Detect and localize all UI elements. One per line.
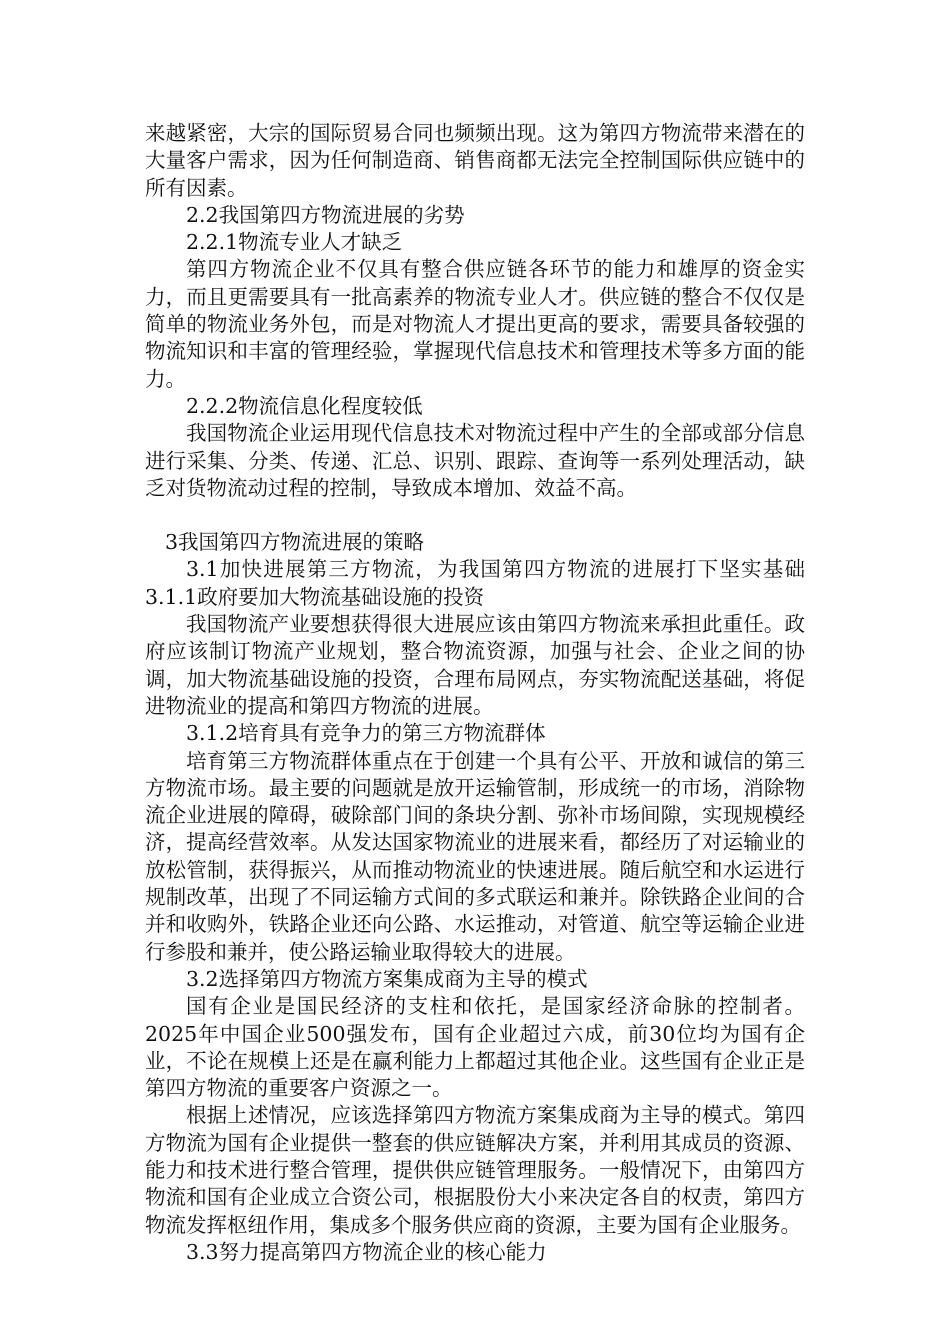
paragraph: 来越紧密，大宗的国际贸易合同也频频出现。这为第四方物流带来潜在的大量客户需求，因为任何制造商、销售商都无法完全控制国际供应链中的所有因素。 bbox=[145, 121, 805, 200]
blank-line bbox=[145, 502, 805, 529]
paragraph: 3.1加快进展第三方物流，为我国第四方物流的进展打下坚实基础3.1.1政府要加大物流基础设施的投资 bbox=[145, 557, 805, 609]
document-page bbox=[145, 120, 805, 1266]
paragraph: 我国物流企业运用现代信息技术对物流过程中产生的全部或部分信息进行采集、分类、传递、汇总、识别、跟踪、查询等一系列处理活动，缺乏对货物流动过程的控制，导致成本增加、效益不高。 bbox=[145, 421, 805, 500]
paragraph: 国有企业是国民经济的支柱和依托，是国家经济命脉的控制者。2025年中国企业500强发布，国有企业超过六成，前30位均为国有企业，不论在规模上还是在赢利能力上都超过其他企业。这些国有企业正是第四方物流的重要客户资源之一。 bbox=[145, 994, 805, 1101]
section-heading: 3.2选择第四方物流方案集成商为主导的模式 bbox=[186, 966, 588, 991]
paragraph: 我国物流产业要想获得很大进展应该由第四方物流来承担此重任。政府应该制订物流产业规划，整合物流资源，加强与社会、企业之间的协调，加大物流基础设施的投资，合理布局网点，夯实物流配送基础，将促进物流业的提高和第四方物流的进展。 bbox=[145, 612, 805, 718]
paragraph: 根据上述情况，应该选择第四方物流方案集成商为主导的模式。第四方物流为国有企业提供一整套的供应链解决方案，并利用其成员的资源、能力和技术进行整合管理，提供供应链管理服务。一般情况下，由第四方物流和国有企业成立合资公司，根据股份大小来决定各自的权责，第四方物流发挥枢纽作用，集成多个服务供应商的资源，主要为国有企业服务。 bbox=[145, 1103, 805, 1237]
subsection-heading: 3.1.2培育具有竞争力的第三方物流群体 bbox=[186, 721, 546, 746]
paragraph: 第四方物流企业不仅具有整合供应链各环节的能力和雄厚的资金实力，而且更需要具有一批高素养的物流专业人才。供应链的整合不仅仅是简单的物流业务外包，而是对物流人才提出更高的要求，需要具备较强的物流知识和丰富的管理经验，掌握现代信息技术和管理技术等多方面的能力。 bbox=[145, 257, 805, 391]
paragraph: 培育第三方物流群体重点在于创建一个具有公平、开放和诚信的第三方物流市场。最主要的问题就是放开运输管制，形成统一的市场，消除物流企业进展的障碍，破除部门间的条块分割、弥补市场间隙，实现规模经济，提高经营效率。从发达国家物流业的进展来看，都经历了对运输业的放松管制，获得振兴，从而推动物流业的快速进展。随后航空和水运进行规制改革，出现了不同运输方式间的多式联运和兼并。除铁路企业间的合并和收购外，铁路企业还向公路、水运推动，对管道、航空等运输企业进行参股和兼并，使公路运输业取得较大的进展。 bbox=[145, 748, 805, 964]
section-heading: 2.2我国第四方物流进展的劣势 bbox=[186, 202, 465, 227]
chapter-heading: 3我国第四方物流进展的策略 bbox=[165, 530, 425, 555]
subsection-heading: 2.2.1物流专业人才缺乏 bbox=[186, 230, 403, 255]
section-heading: 3.3努力提高第四方物流企业的核心能力 bbox=[186, 1239, 547, 1264]
subsection-heading: 2.2.2物流信息化程度较低 bbox=[186, 393, 423, 418]
